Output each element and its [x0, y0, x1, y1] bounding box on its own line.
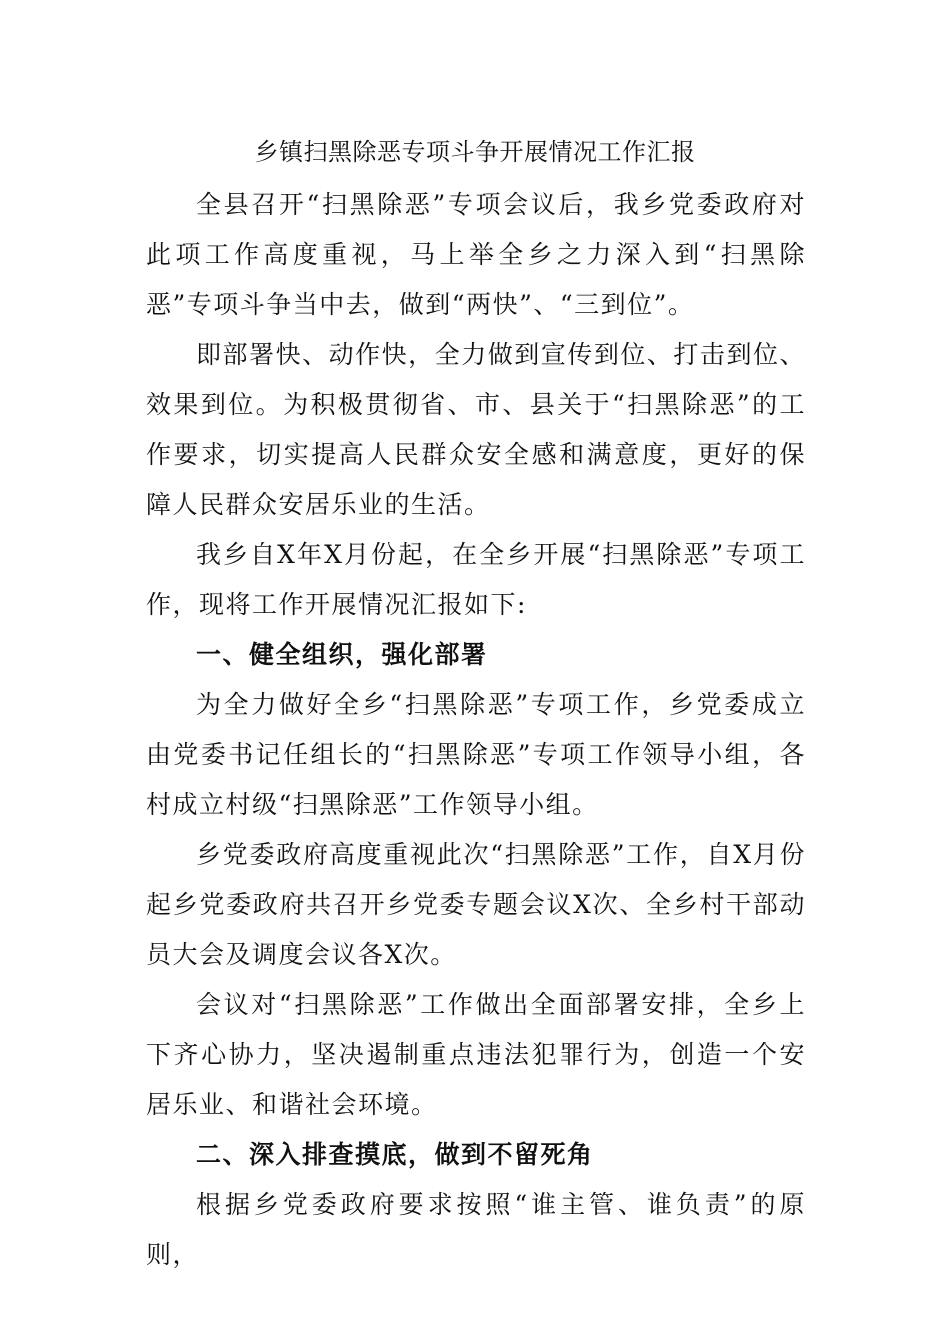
paragraph: 即部署快、动作快，全力做到宣传到位、打击到位、效果到位。为积极贯彻省、市、县关于“扫黑除恶”的工作要求，切实提高人民群众安全感和满意度，更好的保障人民群众安居乐业的生活。 [146, 340, 806, 519]
document-title: 乡镇扫黑除恶专项斗争开展情况工作汇报 [254, 138, 696, 166]
paragraph: 乡党委政府高度重视此次“扫黑除恶”工作，自X月份起乡党委政府共召开乡党委专题会议X次、全乡村干部动员大会及调度会议各X次。 [146, 840, 806, 969]
paragraph: 根据乡党委政府要求按照“谁主管、谁负责”的原则， [146, 1190, 806, 1269]
paragraph: 我乡自X年X月份起，在全乡开展“扫黑除恶”专项工作，现将工作开展情况汇报如下: [146, 540, 806, 619]
paragraph: 全县召开“扫黑除恶”专项会议后，我乡党委政府对此项工作高度重视，马上举全乡之力深入到“扫黑除恶”专项斗争当中去，做到“两快”、“三到位”。 [146, 190, 806, 319]
paragraph: 会议对“扫黑除恶”工作做出全面部署安排，全乡上下齐心协力，坚决遏制重点违法犯罪行为，创造一个安居乐业、和谐社会环境。 [146, 990, 806, 1119]
section-heading: 二、深入排查摸底，做到不留死角 [196, 1140, 594, 1169]
paragraph: 为全力做好全乡“扫黑除恶”专项工作，乡党委成立由党委书记任组长的“扫黑除恶”专项工作领导小组，各村成立村级“扫黑除恶”工作领导小组。 [146, 690, 806, 819]
section-heading: 一、健全组织，强化部署 [196, 640, 488, 669]
document-body [146, 180, 806, 1280]
